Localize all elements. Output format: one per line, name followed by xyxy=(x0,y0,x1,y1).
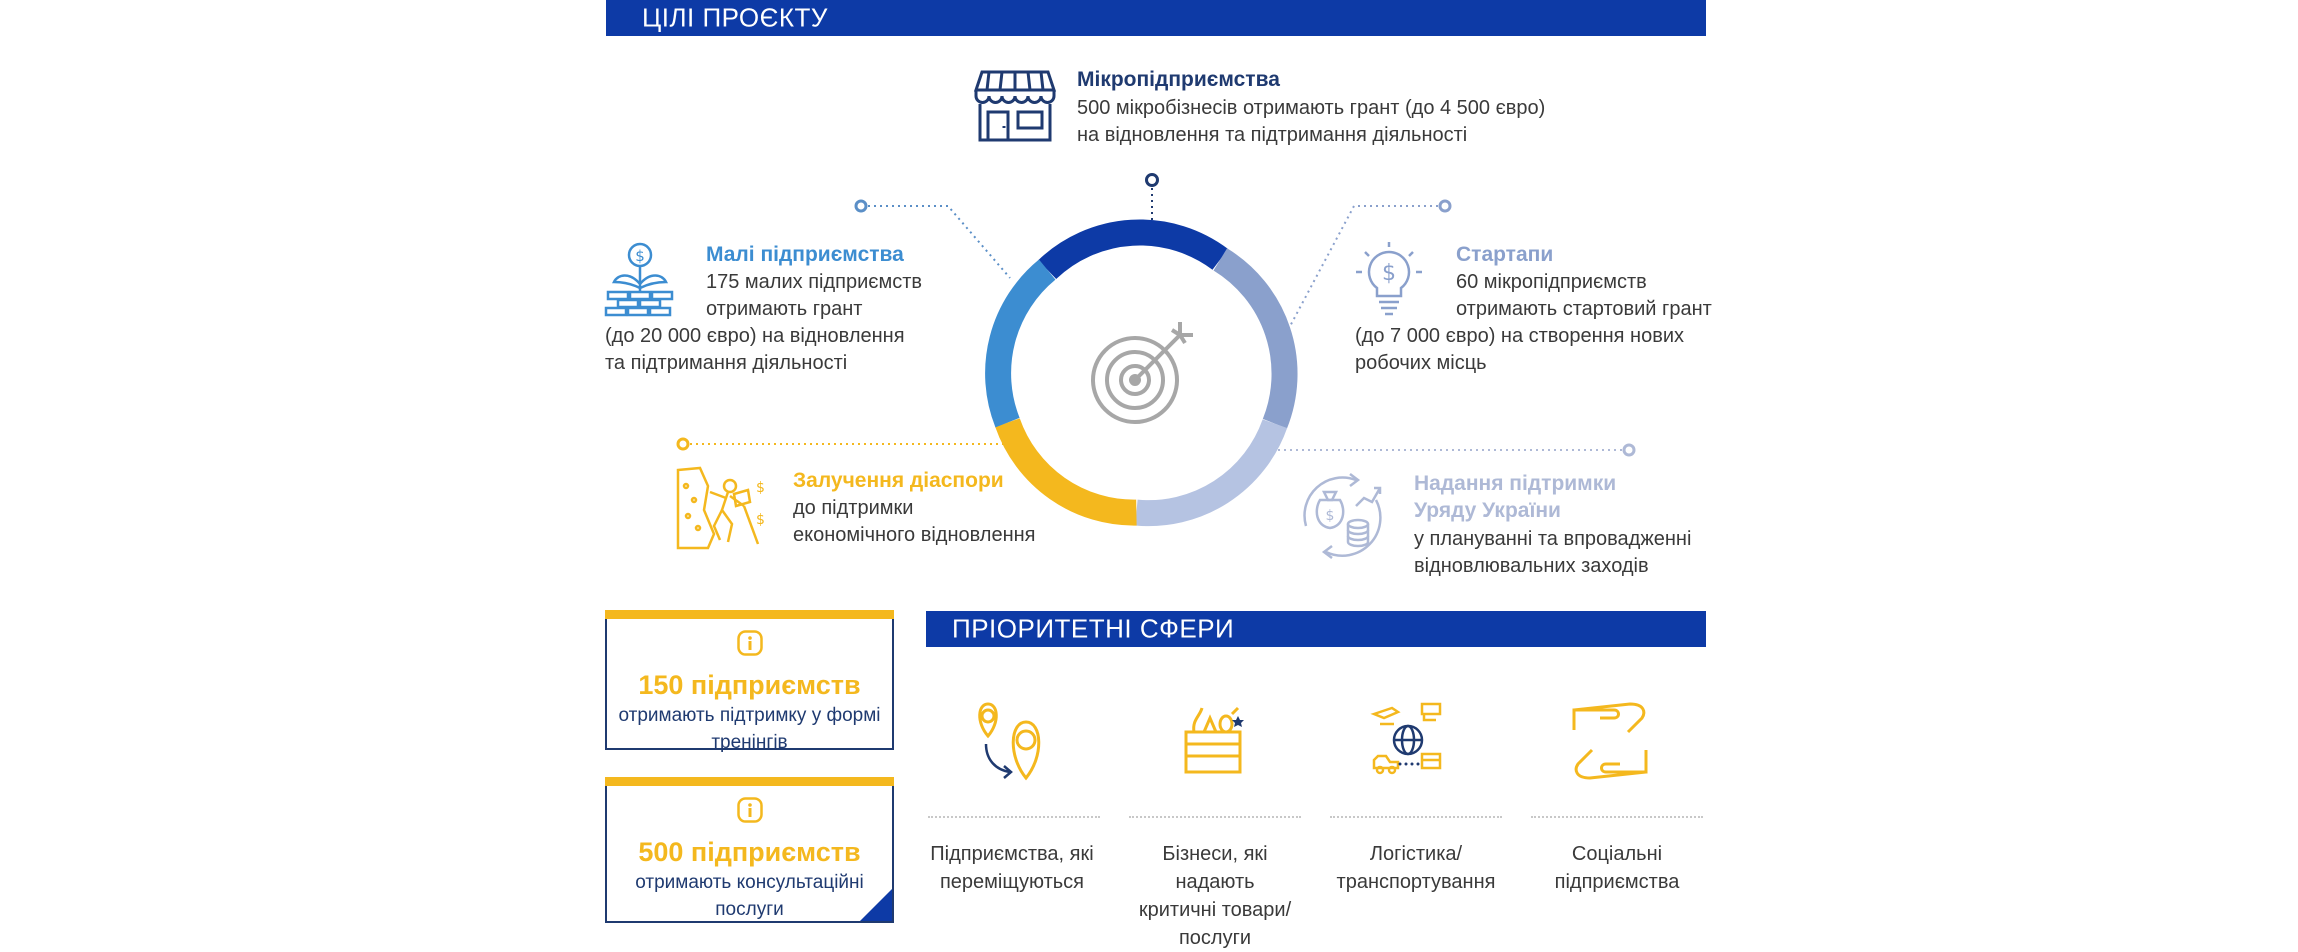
card-accent-bar xyxy=(605,610,894,619)
startups-line-3: (до 7 000 євро) на створення нових xyxy=(1355,325,1685,347)
money-growth-icon xyxy=(1296,470,1386,560)
priority-item-social xyxy=(1527,840,1707,896)
priority-line: переміщуються xyxy=(939,871,1085,893)
priority-line: критичні товари/ xyxy=(1138,899,1292,921)
svg-text:$: $ xyxy=(1382,261,1396,286)
card-line-2: послуги xyxy=(715,899,784,920)
priority-item-critical-goods xyxy=(1125,840,1305,952)
priority-line: послуги xyxy=(1178,927,1252,949)
card-number: 500 підприємств xyxy=(638,837,861,867)
micro-line-2: на відновлення та підтримання діяльності xyxy=(1077,124,1468,146)
svg-text:$: $ xyxy=(756,512,765,528)
info-card-trainings xyxy=(605,610,894,753)
government-line-1: у плануванні та впровадженні xyxy=(1414,528,1692,550)
priority-divider xyxy=(1129,816,1301,818)
card-line-1: отримають підтримку у формі xyxy=(618,705,881,726)
card-accent-bar xyxy=(605,777,894,786)
climber-icon xyxy=(674,466,764,550)
svg-text:$: $ xyxy=(756,480,765,496)
card-corner-fold xyxy=(860,889,892,921)
target-arrow-icon xyxy=(1093,322,1193,422)
lightbulb-dollar-icon xyxy=(1356,242,1422,316)
svg-text:$: $ xyxy=(1325,508,1335,524)
startups-title: Стартапи xyxy=(1456,243,1554,266)
priority-divider xyxy=(1531,816,1703,818)
priority-divider xyxy=(1330,816,1502,818)
priorities-header-band xyxy=(926,611,1706,647)
grocery-box-icon xyxy=(1180,706,1246,776)
government-title-2: Уряду України xyxy=(1414,499,1561,522)
info-icon xyxy=(737,797,763,823)
micro-title: Мікропідприємства xyxy=(1077,68,1280,91)
priority-line: Логістика/ xyxy=(1369,843,1463,865)
priority-item-relocating xyxy=(922,840,1102,896)
ring-segment-micro xyxy=(1047,232,1220,269)
priority-line: Бізнеси, які надають xyxy=(1162,843,1268,893)
small-line-4: та підтримання діяльності xyxy=(605,352,848,374)
connector-bottom-left xyxy=(678,439,1012,449)
logistics-globe-icon xyxy=(1370,700,1446,780)
info-card-consultations xyxy=(605,777,894,923)
priorities-header-title: ПРІОРИТЕТНІ СФЕРИ xyxy=(952,613,1235,644)
startups-line-1: 60 мікропідприємств xyxy=(1456,271,1647,293)
startups-line-2: отримають стартовий грант xyxy=(1456,298,1712,320)
small-title: Малі підприємства xyxy=(706,243,904,266)
startups-line-4: робочих місць xyxy=(1355,352,1487,374)
goals-header-title: ЦІЛІ ПРОЄКТУ xyxy=(642,2,828,33)
svg-text:$: $ xyxy=(635,247,645,265)
info-icon xyxy=(737,630,763,656)
priority-line: Підприємства, які xyxy=(930,843,1094,865)
diaspora-title: Залучення діаспори xyxy=(793,469,1004,492)
ring-segment-startups xyxy=(1220,259,1284,423)
ring-segment-government xyxy=(1136,424,1275,513)
diaspora-line-2: економічного відновлення xyxy=(793,524,1036,546)
priority-line: Соціальні xyxy=(1571,843,1663,865)
government-line-2: відновлювальних заходів xyxy=(1414,555,1649,577)
relocation-pins-icon xyxy=(970,700,1056,786)
ring-segment-small xyxy=(998,270,1047,423)
card-line-1: отримають консультаційні xyxy=(635,872,864,893)
priority-item-logistics xyxy=(1326,840,1506,896)
micro-line-1: 500 мікробізнесів отримають грант (до 4 500 євро) xyxy=(1077,97,1546,119)
priority-line: підприємства xyxy=(1554,871,1680,893)
diaspora-line-1: до підтримки xyxy=(793,497,914,519)
ring-segment-diaspora xyxy=(1008,423,1137,513)
priority-divider xyxy=(928,816,1100,818)
priority-line: транспортування xyxy=(1336,871,1496,893)
small-line-3: (до 20 000 євро) на відновлення xyxy=(605,325,905,347)
connector-bottom-right xyxy=(1262,440,1634,455)
small-line-2: отримають грант xyxy=(706,298,863,320)
card-line-2: тренінгів xyxy=(711,732,788,753)
money-plant-icon xyxy=(604,242,676,316)
caring-hands-icon xyxy=(1570,702,1650,780)
government-title-1: Надання підтримки xyxy=(1414,472,1617,495)
small-line-1: 175 малих підприємств xyxy=(706,271,923,293)
card-number: 150 підприємств xyxy=(638,670,861,700)
